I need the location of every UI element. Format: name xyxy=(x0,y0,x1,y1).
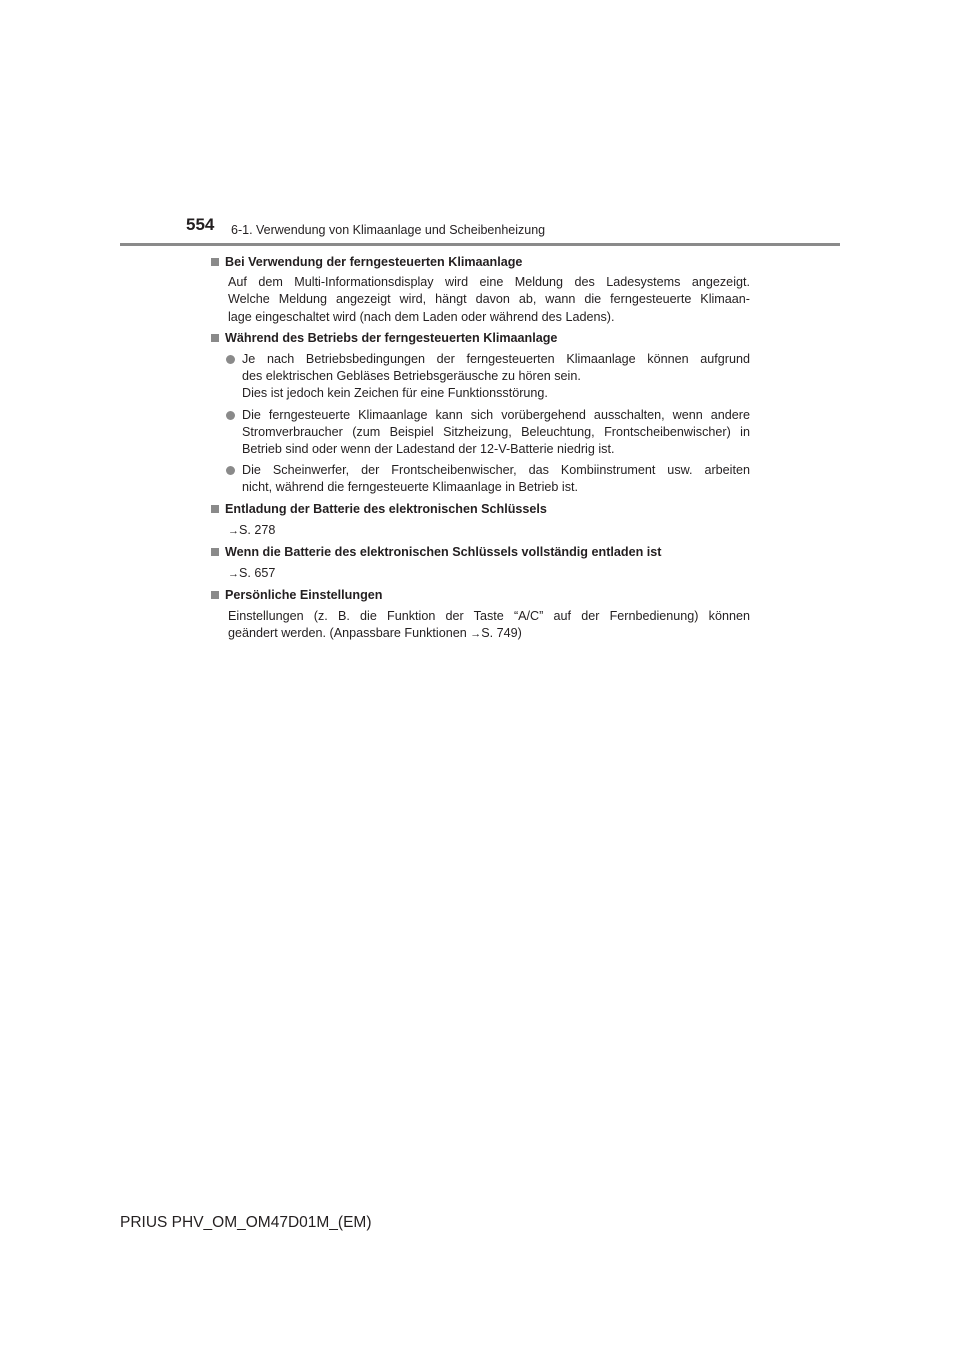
square-bullet-icon xyxy=(211,334,219,342)
page-reference-text: S. 278 xyxy=(239,522,276,537)
section-title: Während des Betriebs der ferngesteuerten Klimaanlage xyxy=(225,330,558,345)
bullet-line: Die ferngesteuerte Klimaanlage kann sich vorübergehend ausschalten, wenn andere xyxy=(242,407,750,422)
square-bullet-icon xyxy=(211,258,219,266)
bullet-text xyxy=(242,351,750,403)
circle-bullet-icon xyxy=(226,355,235,364)
paragraph-line: Einstellungen (z. B. die Funktion der Taste “A/C” auf der Fernbedienung) können xyxy=(228,608,750,623)
bullet-item xyxy=(210,407,750,459)
chapter-title: 6-1. Verwendung von Klimaanlage und Scheibenheizung xyxy=(231,223,546,237)
paragraph-line: lage eingeschaltet wird (nach dem Laden oder während des Ladens). xyxy=(228,309,615,324)
bullet-line: Dies ist jedoch kein Zeichen für eine Funktionsstörung. xyxy=(242,386,548,401)
paragraph-text: geändert werden. (Anpassbare Funktionen xyxy=(228,625,471,640)
arrow-right-icon: → xyxy=(228,524,239,537)
paragraph-line: Auf dem Multi-Informationsdisplay wird eine Meldung des Ladesystems angezeigt. xyxy=(228,275,750,290)
bullet-text xyxy=(242,407,750,459)
bullet-line: des elektrischen Gebläses Betriebsgeräusche zu hören sein. xyxy=(242,369,581,384)
page-reference xyxy=(228,522,750,540)
bullet-line: nicht, während die ferngesteuerte Klimaanlage in Betrieb ist. xyxy=(242,480,579,495)
bullet-line: Betrieb sind oder wenn der Ladestand der 12-V-Batterie niedrig ist. xyxy=(242,442,615,457)
section-heading xyxy=(210,587,750,604)
arrow-right-icon: → xyxy=(228,568,239,581)
page-reference-text: S. 657 xyxy=(239,566,276,581)
bullet-item xyxy=(210,351,750,403)
section-heading xyxy=(210,254,750,271)
page-reference-text: S. 749) xyxy=(481,625,522,640)
page-reference xyxy=(228,565,750,583)
page-number: 554 xyxy=(186,215,215,234)
header-rule xyxy=(120,243,840,246)
section-heading xyxy=(210,330,750,347)
arrow-right-icon: → xyxy=(470,627,482,640)
square-bullet-icon xyxy=(211,591,219,599)
circle-bullet-icon xyxy=(226,466,235,475)
page-content xyxy=(210,254,750,643)
paragraph-line: Welche Meldung angezeigt wird, hängt davon ab, wann die ferngesteuerte Klimaan- xyxy=(228,292,750,307)
square-bullet-icon xyxy=(211,505,219,513)
bullet-item xyxy=(210,462,750,496)
bullet-text xyxy=(242,462,750,496)
section-heading xyxy=(210,544,750,561)
bullet-line: Die Scheinwerfer, der Frontscheibenwischer, das Kombiinstrument usw. arbeiten xyxy=(242,463,750,478)
section-title: Wenn die Batterie des elektronischen Schlüssels vollständig entladen ist xyxy=(225,545,662,560)
section-paragraph xyxy=(228,608,750,643)
document-code: PRIUS PHV_OM_OM47D01M_(EM) xyxy=(120,1214,372,1231)
section-title: Entladung der Batterie des elektronischen Schlüssels xyxy=(225,501,547,516)
paragraph-line xyxy=(228,625,750,643)
bullet-line: Stromverbraucher (zum Beispiel Sitzheizung, Beleuchtung, Frontscheibenwischer) in xyxy=(242,424,750,439)
circle-bullet-icon xyxy=(226,411,235,420)
bullet-line: Je nach Betriebsbedingungen der ferngesteuerten Klimaanlage können aufgrund xyxy=(242,352,750,367)
section-title: Bei Verwendung der ferngesteuerten Klimaanlage xyxy=(225,255,523,269)
section-title: Persönliche Einstellungen xyxy=(225,588,383,603)
section-paragraph xyxy=(228,274,750,326)
square-bullet-icon xyxy=(211,548,219,556)
section-heading xyxy=(210,501,750,518)
